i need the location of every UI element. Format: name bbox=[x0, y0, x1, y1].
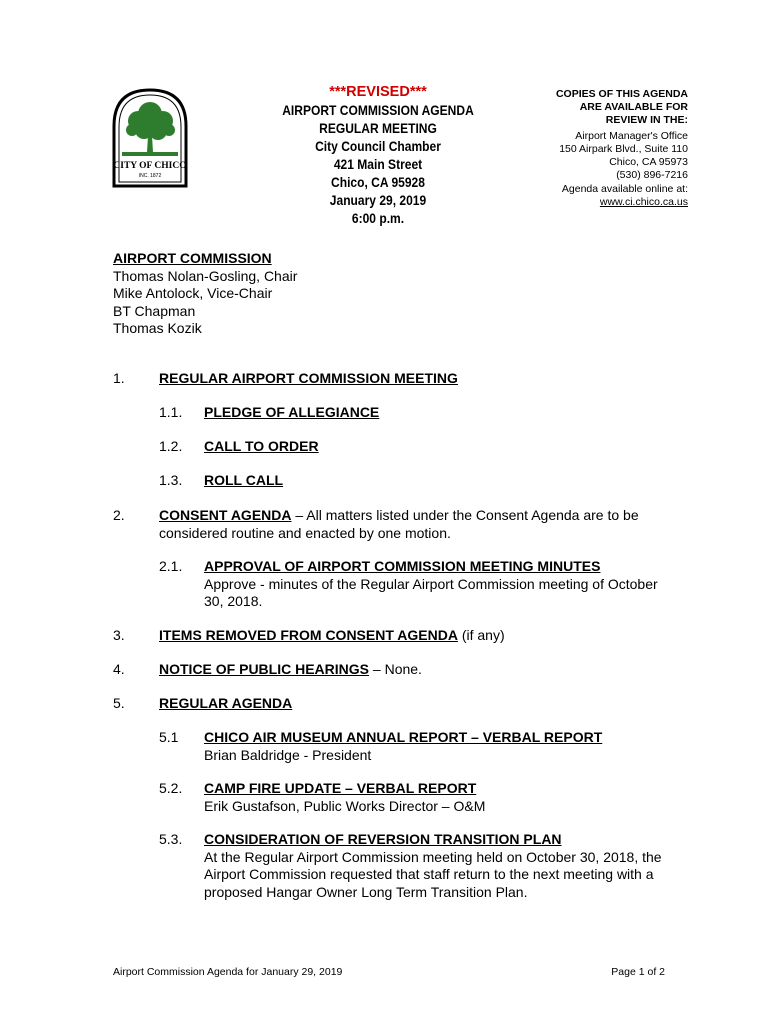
item-number: 4. bbox=[113, 661, 125, 677]
header-line-city: Chico, CA 95928 bbox=[331, 174, 425, 190]
item-public-hearings bbox=[159, 661, 422, 679]
item-number: 3. bbox=[113, 627, 125, 643]
item-title-regular-meeting: REGULAR AIRPORT COMMISSION MEETING bbox=[159, 370, 458, 386]
office-name: Airport Manager's Office bbox=[575, 130, 688, 142]
item-title-roll-call: ROLL CALL bbox=[204, 472, 284, 488]
item-number: 5.3. bbox=[159, 831, 183, 847]
item-consent-desc-line2: considered routine and enacted by one motion. bbox=[159, 524, 451, 541]
item-desc-line: Erik Gustafson, Public Works Director – O&M bbox=[204, 797, 486, 814]
header-line-street: 421 Main Street bbox=[333, 156, 423, 172]
city-of-chico-logo bbox=[108, 86, 192, 190]
online-url-link[interactable]: www.ci.chico.ca.us bbox=[599, 196, 688, 208]
copies-heading bbox=[556, 88, 688, 127]
item-title-public-hearings: NOTICE OF PUBLIC HEARINGS bbox=[159, 661, 370, 677]
item-desc-line: Approve - minutes of the Regular Airport Commission meeting of October bbox=[204, 575, 658, 592]
header-line-meeting: REGULAR MEETING bbox=[319, 120, 437, 136]
item-title-air-museum: CHICO AIR MUSEUM ANNUAL REPORT – VERBAL REPORT bbox=[204, 729, 603, 745]
item-desc-line: Airport Commission requested that staff return to the next meeting with a bbox=[204, 866, 654, 882]
member: BT Chapman bbox=[113, 302, 196, 319]
item-removed-consent bbox=[159, 627, 505, 645]
commission-title: AIRPORT COMMISSION bbox=[113, 250, 272, 266]
office-address bbox=[559, 130, 688, 182]
item-number: 1.3. bbox=[159, 472, 183, 488]
header-line-time: 6:00 p.m. bbox=[351, 210, 405, 226]
header-line-date: January 29, 2019 bbox=[329, 192, 427, 208]
item-desc-line: At the Regular Airport Commission meeting held on October 30, 2018, the bbox=[204, 848, 662, 865]
office-phone: (530) 896-7216 bbox=[616, 169, 688, 181]
header-line-venue: City Council Chamber bbox=[315, 138, 441, 154]
office-city: Chico, CA 95973 bbox=[609, 156, 688, 168]
item-number: 5.1 bbox=[159, 729, 179, 745]
item-number: 2.1. bbox=[159, 558, 183, 574]
office-street: 150 Airpark Blvd., Suite 110 bbox=[559, 143, 688, 155]
header-line-agenda: AIRPORT COMMISSION AGENDA bbox=[282, 102, 474, 118]
item-title-approval-minutes: APPROVAL OF AIRPORT COMMISSION MEETING MINUTES bbox=[204, 558, 601, 574]
member: Thomas Kozik bbox=[113, 320, 202, 336]
item-title-consent-agenda: CONSENT AGENDA bbox=[159, 507, 292, 523]
item-number: 5. bbox=[113, 695, 125, 711]
item-removed-note: (if any) bbox=[457, 627, 505, 643]
item-number: 1. bbox=[113, 370, 125, 386]
item-hearings-note: – None. bbox=[369, 661, 422, 677]
copies-heading-line: COPIES OF THIS AGENDA bbox=[555, 88, 688, 100]
item-number: 1.2. bbox=[159, 438, 183, 454]
logo-text: CITY OF CHICO bbox=[113, 161, 187, 171]
item-number: 5.2. bbox=[159, 780, 183, 796]
item-title-reversion-plan: CONSIDERATION OF REVERSION TRANSITION PLAN bbox=[204, 831, 562, 847]
member-chair: Thomas Nolan-Gosling, Chair bbox=[113, 267, 298, 284]
item-camp-fire bbox=[204, 780, 704, 815]
item-consent-agenda bbox=[159, 507, 689, 542]
item-reversion-plan bbox=[204, 831, 704, 901]
item-approval-minutes bbox=[204, 558, 694, 611]
item-title-camp-fire: CAMP FIRE UPDATE – VERBAL REPORT bbox=[204, 780, 477, 796]
revised-label: ***REVISED*** bbox=[329, 84, 427, 100]
item-title-removed: ITEMS REMOVED FROM CONSENT AGENDA bbox=[159, 627, 458, 643]
item-air-museum bbox=[204, 729, 704, 764]
member-vice-chair: Mike Antolock, Vice-Chair bbox=[113, 285, 273, 301]
footer-title: Airport Commission Agenda for January 29, 2019 bbox=[113, 966, 343, 978]
item-number: 2. bbox=[113, 507, 125, 523]
item-desc-line: Brian Baldridge - President bbox=[204, 746, 372, 763]
item-number: 1.1. bbox=[159, 404, 183, 420]
meeting-header bbox=[228, 101, 528, 227]
item-desc-line: proposed Hangar Owner Long Term Transition Plan. bbox=[204, 883, 528, 900]
item-title-regular-agenda: REGULAR AGENDA bbox=[159, 695, 293, 711]
item-title-pledge: PLEDGE OF ALLEGIANCE bbox=[204, 404, 380, 420]
item-title-call-to-order: CALL TO ORDER bbox=[204, 438, 319, 454]
item-consent-desc: – All matters listed under the Consent Agenda are to be bbox=[291, 507, 639, 523]
copies-heading-line: ARE AVAILABLE FOR bbox=[579, 101, 688, 113]
online-label: Agenda available online at: bbox=[561, 183, 688, 195]
page-number: Page 1 of 2 bbox=[611, 966, 665, 978]
copies-heading-line: REVIEW IN THE: bbox=[605, 114, 688, 126]
online-info bbox=[562, 183, 688, 209]
logo-inc: INC. 1872 bbox=[138, 173, 162, 179]
item-desc-line: 30, 2018. bbox=[204, 593, 263, 609]
commission-roster bbox=[113, 250, 297, 338]
